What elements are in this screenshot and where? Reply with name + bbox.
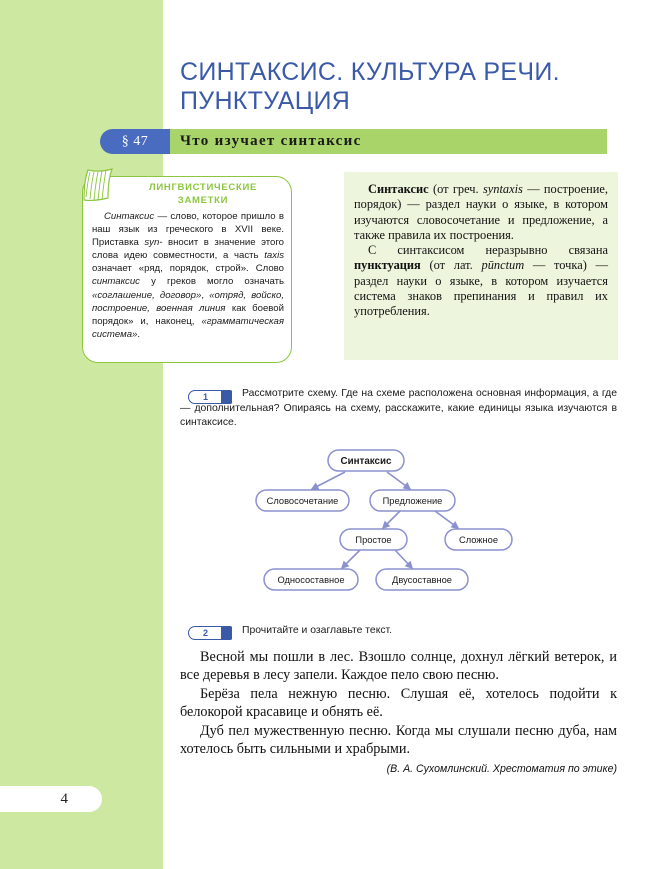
chapter-title-line-2: ПУНКТУАЦИЯ — [180, 87, 351, 115]
diagram-node-one-part-label: Односоставное — [277, 575, 345, 585]
diagram-node-one-part — [264, 569, 358, 590]
notes-heading-line-2: ЗАМЕТКИ — [177, 194, 229, 206]
page-number-pill — [0, 786, 102, 812]
section-title: Что изучает синтаксис — [180, 133, 362, 149]
passage-paragraph-1: Весной мы пошли в лес. Взошло солнце, дохнул лёгкий ветерок, и все деревья в лесу запели. Каждое пело свою песню. — [180, 649, 617, 684]
diagram-node-complex-label: Сложное — [458, 535, 499, 545]
definition-box — [344, 172, 618, 360]
linguistic-notes-body: Синтаксис — слово, которое пришло в наш язык из греческого в XVII веке. Приставка syn- вносит в значение этого слова идею совместности, а часть taxis означает «ряд, порядок, строй». Слово синтаксис у греков могло означать «соглашение, договор», «отряд, войско, построение, военная линия как боевой порядок» и, наконец, «грамматическая система». — [92, 211, 285, 340]
page-number: 4 — [60, 790, 68, 807]
diagram-node-sentence — [370, 490, 455, 511]
diagram-node-complex — [445, 529, 512, 550]
notes-heading-line-1: ЛИНГВИСТИЧЕСКИЕ — [148, 182, 258, 193]
passage-attribution: (В. А. Сухомлинский. Хрестоматия по этике) — [386, 763, 617, 776]
diagram-node-simple-label: Простое — [355, 535, 392, 545]
chapter-title-line-1: СИНТАКСИС. КУЛЬТУРА РЕЧИ. — [180, 58, 560, 86]
diagram-node-root — [328, 450, 404, 471]
diagram-node-two-part — [376, 569, 468, 590]
diagram-node-phrase-label: Словосочетание — [266, 496, 339, 506]
diagram-node-sentence-label: Предложение — [382, 496, 443, 506]
definition-body — [354, 182, 608, 320]
exercise-2-text: Прочитайте и озаглавьте текст. — [242, 625, 393, 636]
exercise-number-2: 2 — [202, 628, 208, 638]
diagram-node-two-part-label: Двусоставное — [392, 575, 452, 585]
page-title — [180, 58, 610, 116]
section-number-badge — [100, 129, 170, 154]
diagram-node-phrase — [256, 490, 349, 511]
definition-paragraph-2: С синтаксисом неразрывно связана пунктуация (от лат. pūnctum — точка) — раздел науки о языке, в котором изучается система знаков препинания и правил их употребления. — [354, 243, 608, 319]
definition-paragraph-1: Синтаксис (от греч. syntaxis — построение, порядок) — раздел науки о языке, в котором изучаются словосочетание и предложение, а также правила их построения. — [354, 182, 608, 242]
syntax-tree-diagram — [250, 446, 550, 606]
reading-passage — [180, 648, 617, 779]
diagram-node-root-label: Синтаксис — [340, 456, 392, 467]
linguistic-notes-heading — [118, 182, 288, 207]
passage-paragraph-2: Берёза пела нежную песню. Слушая её, хотелось подойти к белокорой красавице и обнять её. — [180, 685, 617, 721]
passage-paragraph-3: Дуб пел мужественную песню. Когда мы слушали песню дуба, нам хотелось быть сильными и храбрыми. — [180, 722, 617, 758]
exercise-number-1: 1 — [202, 392, 208, 402]
diagram-node-simple — [340, 529, 407, 550]
exercise-1-text: Рассмотрите схему. Где на схеме расположена основная информация, а где — дополнительная? Опираясь на схему, расскажите, какие единицы языка изучаются в синтаксисе. — [180, 388, 617, 429]
section-number-label: § 47 — [121, 133, 149, 149]
